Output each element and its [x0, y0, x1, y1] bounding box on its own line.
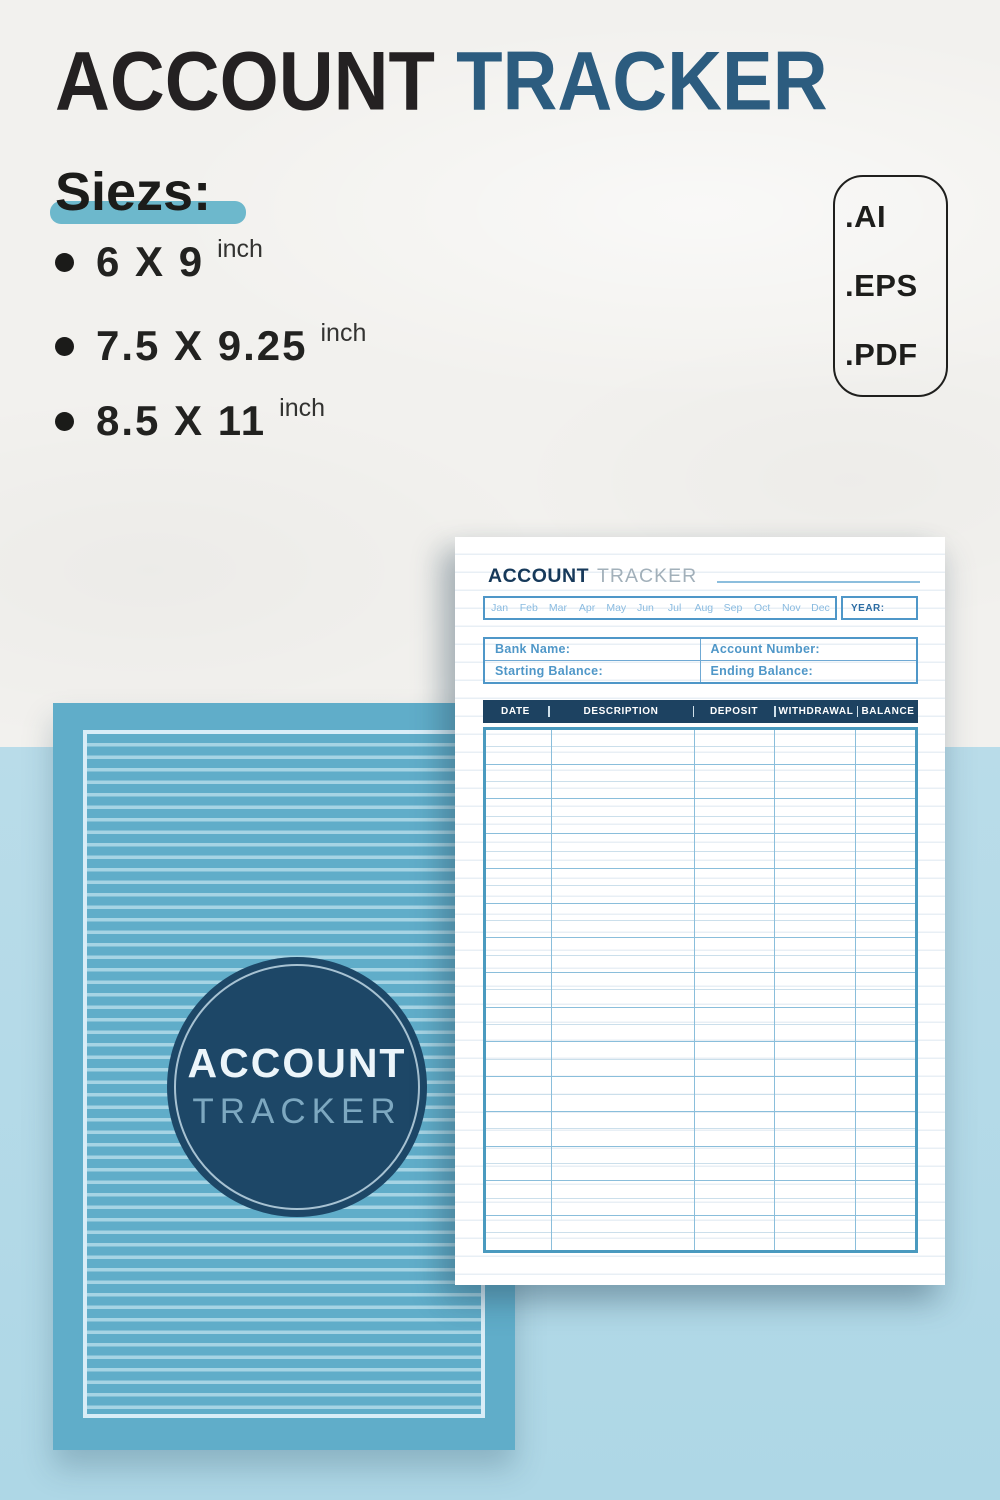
- table-header: [483, 700, 918, 723]
- cover-title-line2: TRACKER: [192, 1091, 402, 1131]
- month-label: May: [606, 602, 627, 614]
- info-field-label: Account Number:: [701, 639, 917, 661]
- size-value: 7.5 X 9.25: [96, 322, 308, 369]
- size-value: 6 X 9: [96, 238, 205, 285]
- bullet-dot-icon: [55, 253, 74, 272]
- circle-ring: [174, 964, 420, 1210]
- column-divider: [855, 730, 856, 1250]
- size-unit: inch: [320, 318, 367, 347]
- template-page-heading: [488, 563, 920, 589]
- file-format-label: .AI: [845, 199, 887, 234]
- table-column-header: DEPOSIT: [709, 706, 759, 717]
- poster-title-word1: ACCOUNT: [55, 34, 435, 128]
- table-column-header: DESCRIPTION: [583, 706, 659, 717]
- template-page-mockup: [455, 537, 945, 1285]
- file-format-label: .EPS: [845, 268, 918, 303]
- table-column-header: BALANCE: [861, 706, 915, 717]
- column-divider: [551, 730, 552, 1250]
- info-field-label: Bank Name:: [485, 639, 701, 661]
- size-unit: inch: [279, 393, 326, 422]
- column-divider: [774, 730, 775, 1250]
- months-box: [483, 596, 837, 620]
- month-label: Oct: [753, 602, 771, 614]
- info-field-label: Ending Balance:: [710, 664, 813, 679]
- size-list-item: [55, 318, 367, 370]
- cover-title-line1: ACCOUNT: [187, 1040, 407, 1087]
- month-label: Jun: [636, 602, 654, 614]
- cover-mockup: [53, 703, 515, 1450]
- file-format-label: .PDF: [845, 337, 918, 372]
- table-body: [483, 727, 918, 1253]
- month-label: Jan: [491, 602, 509, 614]
- table-column-header: WITHDRAWAL: [778, 706, 854, 717]
- month-label: Apr: [578, 602, 596, 614]
- template-heading-word1: ACCOUNT: [488, 564, 589, 587]
- size-list-item: [55, 234, 263, 286]
- month-label: Aug: [694, 602, 714, 614]
- info-field-label: Starting Balance:: [485, 661, 701, 683]
- size-unit: inch: [217, 234, 263, 263]
- poster-title-word2: TRACKER: [456, 34, 828, 128]
- cover-title-circle: [167, 957, 427, 1217]
- sizes-heading: Siezs:: [55, 162, 212, 222]
- template-heading-word2: TRACKER: [597, 564, 698, 587]
- month-label: Sep: [723, 602, 743, 614]
- poster-title: [55, 34, 828, 128]
- year-field: YEAR:: [841, 596, 918, 620]
- table-column-header: DATE: [501, 706, 530, 717]
- month-label: Nov: [781, 602, 801, 614]
- month-label: Feb: [519, 602, 538, 614]
- month-label: Jul: [667, 602, 682, 614]
- heading-underline: [717, 581, 920, 584]
- size-value: 8.5 X 11: [96, 397, 267, 444]
- month-label: Dec: [811, 602, 830, 614]
- month-label: Mar: [548, 602, 567, 614]
- months-row: [483, 596, 918, 620]
- account-info-box: [483, 637, 918, 684]
- column-divider: [694, 730, 695, 1250]
- bullet-dot-icon: [55, 412, 74, 431]
- file-format-box: [833, 175, 948, 397]
- bullet-dot-icon: [55, 337, 74, 356]
- size-list-item: [55, 393, 326, 445]
